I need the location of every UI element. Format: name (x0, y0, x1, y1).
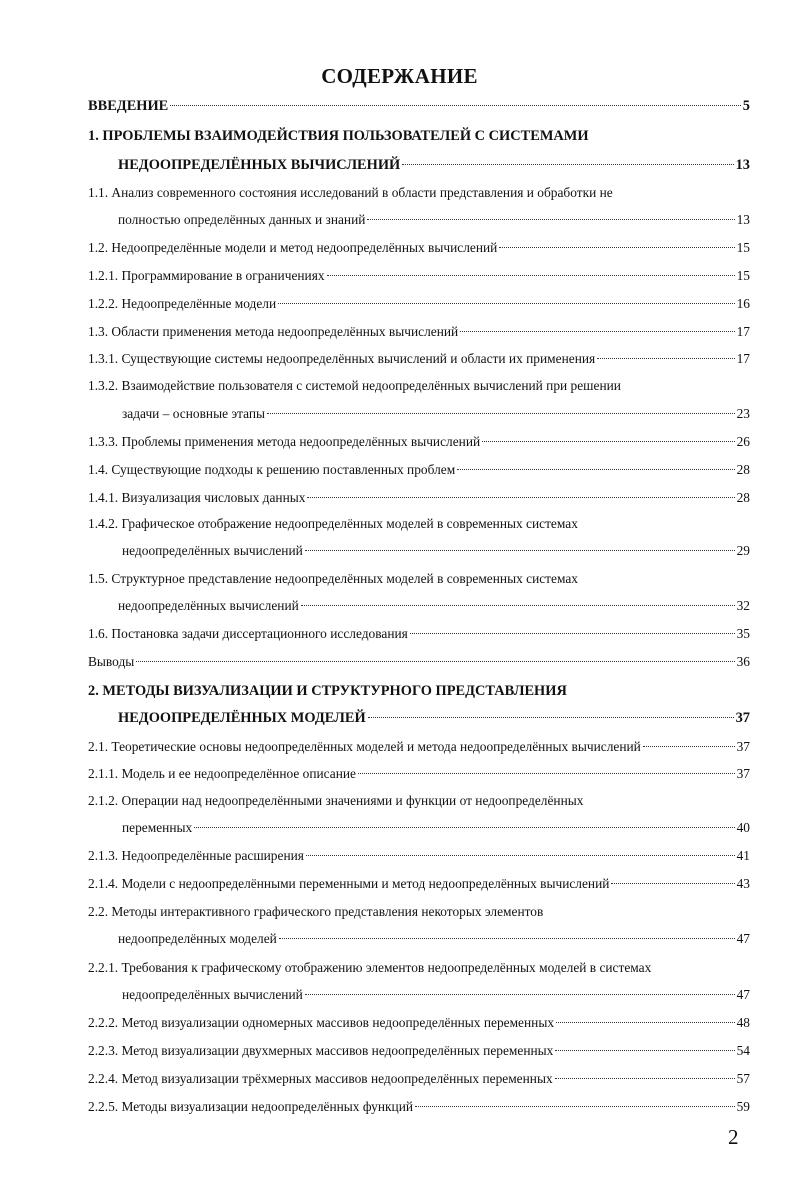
toc-entry-page: 47 (736, 931, 750, 946)
leader-dots (307, 497, 734, 498)
leader-dots (415, 1106, 735, 1107)
toc-entry-page: 37 (735, 710, 750, 726)
toc-entry-1-3-2[interactable] (122, 404, 750, 424)
leader-dots (305, 994, 735, 995)
toc-entry-page: 32 (736, 598, 750, 613)
toc-section-2-2-1-heading: 2.2.1. Требования к графическому отображению элементов недоопределённых моделей в системах (88, 960, 652, 975)
toc-section-2-2-heading: 2.2. Методы интерактивного графического представления некоторых элементов (88, 904, 544, 919)
toc-entry-page: 54 (736, 1043, 750, 1058)
toc-entry-text: 2.2.5. Методы визуализации недоопределённых функций (88, 1099, 414, 1114)
toc-entry-page: 16 (736, 296, 750, 311)
toc-entry-conclusions[interactable] (88, 652, 750, 672)
leader-dots (555, 1078, 735, 1079)
toc-entry-page: 37 (736, 739, 750, 754)
leader-dots (278, 303, 734, 304)
toc-entry-2-1[interactable] (88, 737, 750, 757)
toc-entry-page: 40 (736, 820, 750, 835)
toc-entry-page: 43 (736, 876, 750, 891)
toc-entry-page: 13 (735, 157, 750, 173)
toc-section-1-4-2-heading: 1.4.2. Графическое отображение недоопределённых моделей в современных системах (88, 516, 578, 531)
leader-dots (457, 469, 734, 470)
toc-entry-chapter-1[interactable] (118, 155, 750, 175)
toc-entry-page: 48 (736, 1015, 750, 1030)
toc-entry-1-5[interactable] (118, 596, 750, 616)
leader-dots (460, 331, 734, 332)
leader-dots (194, 827, 734, 828)
leader-dots (555, 1050, 734, 1051)
toc-entry-text: переменных (122, 820, 193, 835)
toc-entry-text: 2.1.1. Модель и ее недоопределённое описание (88, 766, 356, 781)
toc-entry-2-2-3[interactable] (88, 1041, 750, 1061)
toc-section-1-1-heading: 1.1. Анализ современного состояния исследований в области представления и обработки не (88, 185, 613, 200)
toc-entry-chapter-2[interactable] (118, 708, 750, 728)
leader-dots (611, 883, 734, 884)
toc-entry-text: НЕДООПРЕДЕЛЁННЫХ МОДЕЛЕЙ (118, 710, 366, 726)
toc-entry-2-2-4[interactable] (88, 1069, 750, 1089)
leader-dots (482, 441, 734, 442)
toc-entry-page: 59 (736, 1099, 750, 1114)
toc-entry-text: 1.2. Недоопределённые модели и метод недоопределённых вычислений (88, 240, 498, 255)
toc-entry-page: 17 (736, 351, 750, 366)
leader-dots (643, 746, 735, 747)
leader-dots (556, 1022, 735, 1023)
toc-entry-2-1-1[interactable] (88, 764, 750, 784)
leader-dots (301, 605, 735, 606)
leader-dots (327, 275, 735, 276)
toc-entry-text: 2.1.3. Недоопределённые расширения (88, 848, 304, 863)
leader-dots (279, 938, 735, 939)
leader-dots (170, 105, 741, 106)
toc-section-1-3-2-heading: 1.3.2. Взаимодействие пользователя с системой недоопределённых вычислений при решении (88, 378, 621, 393)
leader-dots (410, 633, 735, 634)
toc-entry-page: 29 (736, 543, 750, 558)
leader-dots (358, 773, 735, 774)
toc-entry-1-4-1[interactable] (88, 488, 750, 508)
toc-entry-page: 47 (736, 987, 750, 1002)
toc-entry-introduction[interactable] (88, 96, 750, 116)
toc-entry-text: 2.2.3. Метод визуализации двухмерных массивов недоопределённых переменных (88, 1043, 554, 1058)
toc-entry-text: 2.1.4. Модели с недоопределёнными переменными и метод недоопределённых вычислений (88, 876, 610, 891)
toc-entry-1-2[interactable] (88, 238, 750, 258)
toc-entry-text: недоопределённых вычислений (118, 598, 299, 613)
toc-entry-text: Выводы (88, 654, 135, 669)
toc-entry-text: 1.2.1. Программирование в ограничениях (88, 268, 325, 283)
toc-entry-2-2-1[interactable] (122, 985, 750, 1005)
toc-entry-text: 1.3.1. Существующие системы недоопределённых вычислений и области их применения (88, 351, 596, 366)
toc-entry-text: недоопределённых вычислений (122, 543, 303, 558)
toc-entry-2-2-2[interactable] (88, 1013, 750, 1033)
leader-dots (367, 219, 734, 220)
page-title: СОДЕРЖАНИЕ (321, 64, 478, 88)
toc-entry-1-4-2[interactable] (122, 541, 750, 561)
toc-entry-1-3-3[interactable] (88, 432, 750, 452)
toc-entry-page: 35 (736, 626, 750, 641)
leader-dots (306, 855, 735, 856)
leader-dots (136, 661, 734, 662)
leader-dots (368, 717, 734, 718)
toc-entry-page: 17 (736, 324, 750, 339)
toc-entry-1-6[interactable] (88, 624, 750, 644)
toc-entry-text: недоопределённых вычислений (122, 987, 303, 1002)
leader-dots (499, 247, 734, 248)
toc-entry-text: задачи – основные этапы (122, 406, 266, 421)
toc-entry-1-3[interactable] (88, 322, 750, 342)
toc-section-1-5-heading: 1.5. Структурное представление недоопределённых моделей в современных системах (88, 571, 578, 586)
toc-entry-2-2-5[interactable] (88, 1097, 750, 1117)
toc-entry-page: 23 (736, 406, 750, 421)
toc-entry-text: 2.2.2. Метод визуализации одномерных массивов недоопределённых переменных (88, 1015, 555, 1030)
toc-entry-page: 15 (736, 268, 750, 283)
toc-chapter-1-heading: 1. ПРОБЛЕМЫ ВЗАИМОДЕЙСТВИЯ ПОЛЬЗОВАТЕЛЕЙ С СИСТЕМАМИ (88, 128, 589, 144)
toc-entry-text: 1.6. Постановка задачи диссертационного исследования (88, 626, 408, 641)
leader-dots (305, 550, 735, 551)
toc-entry-text: НЕДООПРЕДЕЛЁННЫХ ВЫЧИСЛЕНИЙ (118, 157, 401, 173)
toc-entry-page: 41 (736, 848, 750, 863)
leader-dots (267, 413, 735, 414)
toc-entry-page: 37 (736, 766, 750, 781)
toc-entry-1-3-1[interactable] (88, 349, 750, 369)
toc-entry-text: 1.2.2. Недоопределённые модели (88, 296, 277, 311)
toc-entry-page: 28 (736, 462, 750, 477)
leader-dots (597, 358, 734, 359)
toc-entry-text: 2.1. Теоретические основы недоопределённых моделей и метода недоопределённых вычислений (88, 739, 641, 754)
toc-chapter-2-heading: 2. МЕТОДЫ ВИЗУАЛИЗАЦИИ И СТРУКТУРНОГО ПРЕДСТАВЛЕНИЯ (88, 683, 567, 699)
toc-entry-1-2-1[interactable] (88, 266, 750, 286)
toc-entry-page: 26 (736, 434, 750, 449)
toc-entry-page: 57 (736, 1071, 750, 1086)
toc-entry-2-2[interactable] (118, 929, 750, 949)
toc-entry-text: 1.3.3. Проблемы применения метода недоопределённых вычислений (88, 434, 481, 449)
toc-entry-page: 5 (742, 98, 750, 114)
toc-section-2-1-2-heading: 2.1.2. Операции над недоопределёнными значениями и функции от недоопределённых (88, 793, 584, 808)
toc-entry-text: полностью определённых данных и знаний (118, 212, 366, 227)
toc-entry-2-1-3[interactable] (88, 846, 750, 866)
toc-entry-text: 2.2.4. Метод визуализации трёхмерных массивов недоопределённых переменных (88, 1071, 553, 1086)
leader-dots (402, 164, 733, 165)
toc-entry-page: 28 (736, 490, 750, 505)
toc-entry-page: 36 (736, 654, 750, 669)
toc-entry-1-1[interactable] (118, 210, 750, 230)
toc-entry-2-1-4[interactable] (88, 874, 750, 894)
toc-entry-page: 15 (736, 240, 750, 255)
toc-entry-text: недоопределённых моделей (118, 931, 277, 946)
toc-entry-text: 1.4. Существующие подходы к решению поставленных проблем (88, 462, 456, 477)
toc-entry-1-4[interactable] (88, 460, 750, 480)
toc-entry-text: ВВЕДЕНИЕ (88, 98, 169, 114)
toc-entry-1-2-2[interactable] (88, 294, 750, 314)
page-number: 2 (728, 1125, 739, 1149)
toc-entry-2-1-2[interactable] (122, 818, 750, 838)
toc-entry-text: 1.3. Области применения метода недоопределённых вычислений (88, 324, 459, 339)
toc-entry-text: 1.4.1. Визуализация числовых данных (88, 490, 306, 505)
toc-entry-page: 13 (736, 212, 750, 227)
